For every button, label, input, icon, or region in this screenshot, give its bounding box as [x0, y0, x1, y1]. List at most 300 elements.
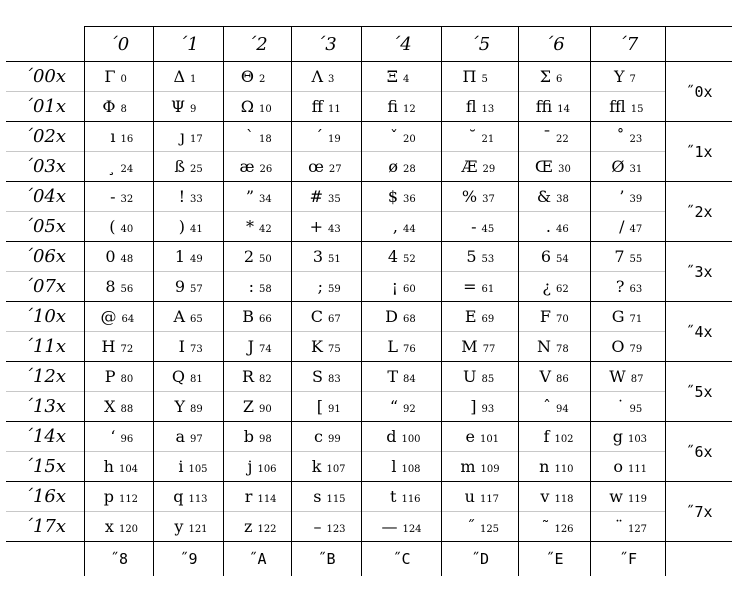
column-header-row [6, 27, 732, 62]
char-cell [362, 422, 442, 452]
char-cell [442, 62, 519, 92]
char-cell [362, 272, 442, 302]
char-code: 110 [554, 464, 574, 475]
char-code: 55 [629, 254, 643, 265]
char-cell [292, 242, 362, 272]
char-cell [292, 182, 362, 212]
char-glyph: Æ [461, 157, 478, 176]
char-code: 47 [629, 224, 643, 235]
char-glyph: F [539, 307, 551, 326]
char-code: 30 [558, 164, 571, 175]
char-code: 23 [629, 134, 643, 145]
char-cell [224, 62, 292, 92]
hex-row-label: ˝0x [666, 62, 733, 122]
char-code: 8 [120, 104, 127, 115]
char-cell [224, 272, 292, 302]
char-cell [362, 62, 442, 92]
hex-row-label: ˝1x [666, 122, 733, 182]
char-cell [442, 272, 519, 302]
char-code: 6 [556, 74, 563, 85]
char-code: 24 [120, 164, 134, 175]
char-code: 90 [259, 404, 272, 415]
char-glyph: E [464, 307, 477, 326]
char-code: 103 [627, 434, 648, 445]
char-glyph: w [609, 487, 623, 506]
table-row [6, 452, 732, 482]
char-cell [519, 422, 591, 452]
char-glyph: ) [178, 217, 185, 236]
table-row [6, 302, 732, 332]
char-code: 52 [403, 254, 416, 265]
char-code: 57 [190, 284, 203, 295]
char-glyph: ? [615, 277, 625, 296]
char-glyph: a [175, 427, 185, 446]
table-row [6, 332, 732, 362]
char-cell [224, 302, 292, 332]
row-label: ´04x [6, 182, 85, 212]
table-row [6, 122, 732, 152]
char-glyph: 0 [105, 247, 116, 266]
font-code-table [6, 26, 732, 576]
char-cell [292, 212, 362, 242]
char-glyph: 5 [466, 247, 477, 266]
row-label: ´01x [6, 92, 85, 122]
char-glyph: * [246, 217, 254, 236]
char-cell [362, 392, 442, 422]
char-cell [224, 92, 292, 122]
char-glyph: ﬃ [535, 97, 553, 116]
char-code: 104 [118, 464, 139, 475]
char-glyph: O [611, 337, 625, 356]
char-cell [85, 392, 154, 422]
char-code: 117 [479, 494, 500, 505]
char-code: 20 [403, 134, 416, 145]
table-row [6, 272, 732, 302]
char-code: 61 [481, 284, 495, 295]
char-glyph: S [312, 367, 323, 386]
char-glyph: ` [246, 127, 254, 146]
char-code: 78 [556, 344, 569, 355]
char-code: 102 [554, 434, 574, 445]
char-code: 113 [188, 494, 208, 505]
char-code: 16 [120, 134, 134, 145]
char-glyph: R [241, 367, 254, 386]
char-code: 114 [257, 494, 277, 505]
char-glyph: Γ [104, 67, 116, 86]
char-cell [154, 452, 224, 482]
char-cell [85, 212, 154, 242]
char-cell [154, 212, 224, 242]
char-cell [591, 62, 666, 92]
char-glyph: ! [178, 187, 185, 206]
char-code: 0 [120, 74, 127, 85]
char-cell [224, 362, 292, 392]
table-row [6, 92, 732, 122]
char-glyph: ﬄ [609, 97, 626, 116]
char-code: 76 [403, 344, 416, 355]
char-cell [519, 302, 591, 332]
table-row [6, 392, 732, 422]
row-label: ´10x [6, 302, 85, 332]
row-label: ´12x [6, 362, 85, 392]
row-label: ´02x [6, 122, 85, 152]
char-glyph: — [381, 517, 398, 536]
hex-column-footer: ˝9 [154, 542, 224, 577]
char-cell [85, 122, 154, 152]
char-glyph: C [310, 307, 323, 326]
char-glyph: ˙ [616, 397, 625, 416]
char-glyph: L [387, 337, 398, 356]
char-cell [362, 92, 442, 122]
char-cell [519, 182, 591, 212]
char-glyph: ( [109, 217, 116, 236]
column-header: ´7 [591, 27, 666, 62]
hex-row-label: ˝2x [666, 182, 733, 242]
char-cell [442, 212, 519, 242]
char-code: 7 [629, 74, 636, 85]
char-cell [362, 182, 442, 212]
char-cell [519, 92, 591, 122]
char-code: 36 [403, 194, 416, 205]
char-code: 81 [190, 374, 203, 385]
char-code: 70 [556, 314, 569, 325]
hex-column-footer: ˝F [591, 542, 666, 577]
char-glyph: ˝ [466, 517, 475, 536]
char-glyph: D [385, 307, 398, 326]
char-glyph: . [545, 217, 551, 236]
char-glyph: œ [308, 157, 324, 176]
char-code: 5 [481, 74, 488, 85]
char-code: 83 [328, 374, 341, 385]
char-glyph: A [173, 307, 185, 326]
char-cell [292, 92, 362, 122]
char-cell [224, 152, 292, 182]
char-cell [591, 452, 666, 482]
char-glyph: Ψ [170, 97, 186, 116]
char-cell [442, 242, 519, 272]
char-code: 13 [481, 104, 495, 115]
char-cell [591, 152, 666, 182]
char-glyph: 6 [540, 247, 551, 266]
char-code: 60 [403, 284, 416, 295]
char-cell [362, 212, 442, 242]
char-code: 14 [557, 104, 570, 115]
char-code: 32 [120, 194, 134, 205]
char-cell [154, 242, 224, 272]
char-glyph: - [110, 187, 116, 206]
char-glyph: ȷ [180, 127, 185, 146]
char-glyph: f [543, 427, 550, 446]
char-glyph: – [313, 517, 322, 536]
row-label: ´14x [6, 422, 85, 452]
column-header: ´0 [85, 27, 154, 62]
char-glyph: ˘ [468, 127, 477, 146]
char-code: 12 [403, 104, 416, 115]
char-glyph: ¸ [107, 157, 116, 176]
char-cell [362, 242, 442, 272]
char-code: 21 [481, 134, 495, 145]
char-cell [292, 482, 362, 512]
char-cell [442, 422, 519, 452]
char-code: 108 [401, 464, 421, 475]
char-glyph: + [309, 217, 323, 236]
column-header: ´3 [292, 27, 362, 62]
char-code: 44 [403, 224, 416, 235]
char-code: 19 [328, 134, 341, 145]
char-cell [519, 152, 591, 182]
char-cell [292, 452, 362, 482]
table-row [6, 152, 732, 182]
char-glyph: o [613, 457, 623, 476]
char-code: 124 [402, 524, 422, 535]
char-glyph: æ [239, 157, 255, 176]
column-header: ´2 [224, 27, 292, 62]
char-code: 22 [556, 134, 569, 145]
char-code: 87 [630, 374, 644, 385]
char-code: 107 [326, 464, 346, 475]
column-header: ´6 [519, 27, 591, 62]
column-header: ´4 [362, 27, 442, 62]
char-cell [85, 182, 154, 212]
char-glyph: Υ [613, 67, 625, 86]
char-glyph: ı [110, 127, 116, 146]
char-code: 42 [259, 224, 272, 235]
char-glyph: ﬂ [465, 97, 477, 116]
char-code: 46 [556, 224, 569, 235]
char-glyph: - [471, 217, 477, 236]
char-code: 40 [120, 224, 134, 235]
char-code: 63 [629, 284, 643, 295]
char-cell [85, 422, 154, 452]
char-glyph: 1 [174, 247, 185, 266]
char-code: 123 [326, 524, 346, 535]
char-cell [292, 362, 362, 392]
char-code: 33 [190, 194, 203, 205]
char-cell [292, 62, 362, 92]
char-cell [292, 392, 362, 422]
char-code: 99 [328, 434, 341, 445]
char-glyph: Y [174, 397, 185, 416]
char-glyph: ¨ [614, 517, 623, 536]
char-glyph: Q [171, 367, 185, 386]
char-glyph: X [104, 397, 116, 416]
footer-corner-cell [6, 542, 85, 577]
char-code: 101 [479, 434, 500, 445]
char-code: 64 [121, 314, 135, 325]
char-cell [224, 392, 292, 422]
char-glyph: ¡ [391, 277, 398, 296]
char-code: 97 [190, 434, 203, 445]
char-code: 67 [328, 314, 341, 325]
char-glyph: = [463, 277, 477, 296]
char-code: 35 [328, 194, 341, 205]
char-glyph: Œ [534, 157, 554, 176]
char-glyph: m [460, 457, 476, 476]
char-cell [442, 452, 519, 482]
char-glyph: U [463, 367, 477, 386]
char-code: 105 [188, 464, 208, 475]
char-glyph: Ξ [386, 67, 398, 86]
table-row [6, 422, 732, 452]
char-cell [85, 332, 154, 362]
char-code: 25 [190, 164, 203, 175]
char-cell [85, 302, 154, 332]
char-code: 1 [190, 74, 197, 85]
hex-row-label: ˝6x [666, 422, 733, 482]
char-cell [85, 452, 154, 482]
char-cell [442, 122, 519, 152]
char-glyph: 8 [105, 277, 116, 296]
char-glyph: T [387, 367, 398, 386]
char-glyph: P [104, 367, 116, 386]
char-code: 91 [328, 404, 341, 415]
row-label: ´16x [6, 482, 85, 512]
char-cell [442, 302, 519, 332]
char-cell [292, 422, 362, 452]
char-cell [591, 92, 666, 122]
char-cell [85, 482, 154, 512]
hex-column-footer: ˝D [442, 542, 519, 577]
char-glyph: 4 [387, 247, 398, 266]
char-cell [292, 512, 362, 542]
char-cell [519, 482, 591, 512]
char-glyph: B [242, 307, 254, 326]
char-code: 56 [120, 284, 134, 295]
char-cell [519, 62, 591, 92]
char-cell [292, 302, 362, 332]
char-cell [154, 62, 224, 92]
char-cell [591, 362, 666, 392]
char-cell [591, 122, 666, 152]
hex-row-label: ˝7x [666, 482, 733, 542]
char-code: 38 [556, 194, 569, 205]
char-glyph: n [539, 457, 550, 476]
char-glyph: Λ [311, 67, 323, 86]
row-label: ´17x [6, 512, 85, 542]
char-cell [85, 152, 154, 182]
char-glyph: ] [470, 397, 477, 416]
char-cell [154, 512, 224, 542]
char-code: 58 [259, 284, 272, 295]
char-code: 65 [190, 314, 203, 325]
char-code: 62 [556, 284, 569, 295]
char-code: 29 [482, 164, 496, 175]
char-cell [591, 302, 666, 332]
char-code: 96 [120, 434, 134, 445]
column-header: ´1 [154, 27, 224, 62]
char-code: 77 [482, 344, 496, 355]
char-cell [362, 512, 442, 542]
char-code: 26 [259, 164, 273, 175]
char-code: 27 [328, 164, 342, 175]
char-glyph: / [619, 217, 625, 236]
hex-row-label: ˝4x [666, 302, 733, 362]
char-code: 4 [403, 74, 410, 85]
char-cell [519, 212, 591, 242]
char-cell [591, 242, 666, 272]
char-glyph: u [464, 487, 475, 506]
char-cell [591, 272, 666, 302]
char-code: 125 [479, 524, 500, 535]
row-label: ´05x [6, 212, 85, 242]
char-cell [224, 512, 292, 542]
char-cell [362, 482, 442, 512]
char-cell [519, 392, 591, 422]
char-glyph: y [174, 517, 184, 536]
char-code: 89 [190, 404, 203, 415]
char-glyph: ø [388, 157, 398, 176]
char-cell [519, 332, 591, 362]
char-cell [362, 152, 442, 182]
char-cell [442, 392, 519, 422]
char-glyph: Φ [102, 97, 116, 116]
char-code: 79 [629, 344, 643, 355]
char-glyph: & [536, 187, 552, 206]
char-code: 121 [188, 524, 208, 535]
char-code: 59 [328, 284, 341, 295]
char-code: 86 [556, 374, 569, 385]
hex-column-footer: ˝E [519, 542, 591, 577]
char-cell [442, 512, 519, 542]
char-code: 45 [481, 224, 495, 235]
char-glyph: “ [389, 397, 398, 416]
char-code: 49 [190, 254, 203, 265]
hex-row-label: ˝3x [666, 242, 733, 302]
char-glyph: v [540, 487, 550, 506]
hex-column-footer: ˝A [224, 542, 292, 577]
char-glyph: 3 [312, 247, 323, 266]
column-header: ´5 [442, 27, 519, 62]
char-code: 2 [259, 74, 266, 85]
char-glyph: $ [387, 187, 398, 206]
char-code: 106 [257, 464, 277, 475]
char-glyph: G [611, 307, 625, 326]
char-cell [224, 452, 292, 482]
char-cell [224, 182, 292, 212]
char-glyph: Π [462, 67, 477, 86]
char-cell [591, 512, 666, 542]
char-glyph: l [391, 457, 397, 476]
char-code: 34 [259, 194, 272, 205]
char-glyph: Δ [173, 67, 185, 86]
char-cell [362, 452, 442, 482]
char-glyph: M [461, 337, 478, 356]
char-glyph: ˆ [543, 397, 551, 416]
char-code: 53 [481, 254, 495, 265]
char-glyph: q [173, 487, 184, 506]
char-glyph: J [247, 337, 254, 356]
char-cell [154, 92, 224, 122]
char-cell [85, 92, 154, 122]
char-cell [154, 152, 224, 182]
char-glyph: Ω [240, 97, 254, 116]
char-code: 98 [259, 434, 272, 445]
char-glyph: r [244, 487, 253, 506]
char-code: 71 [629, 314, 643, 325]
char-glyph: @ [100, 307, 117, 326]
char-cell [154, 332, 224, 362]
char-glyph: ´ [315, 127, 323, 146]
char-glyph: ” [245, 187, 254, 206]
table-row [6, 362, 732, 392]
table-row [6, 242, 732, 272]
table-row [6, 482, 732, 512]
char-cell [591, 182, 666, 212]
char-code: 119 [627, 494, 648, 505]
char-code: 116 [401, 494, 421, 505]
char-glyph: ﬀ [311, 97, 323, 116]
char-glyph: x [104, 517, 114, 536]
